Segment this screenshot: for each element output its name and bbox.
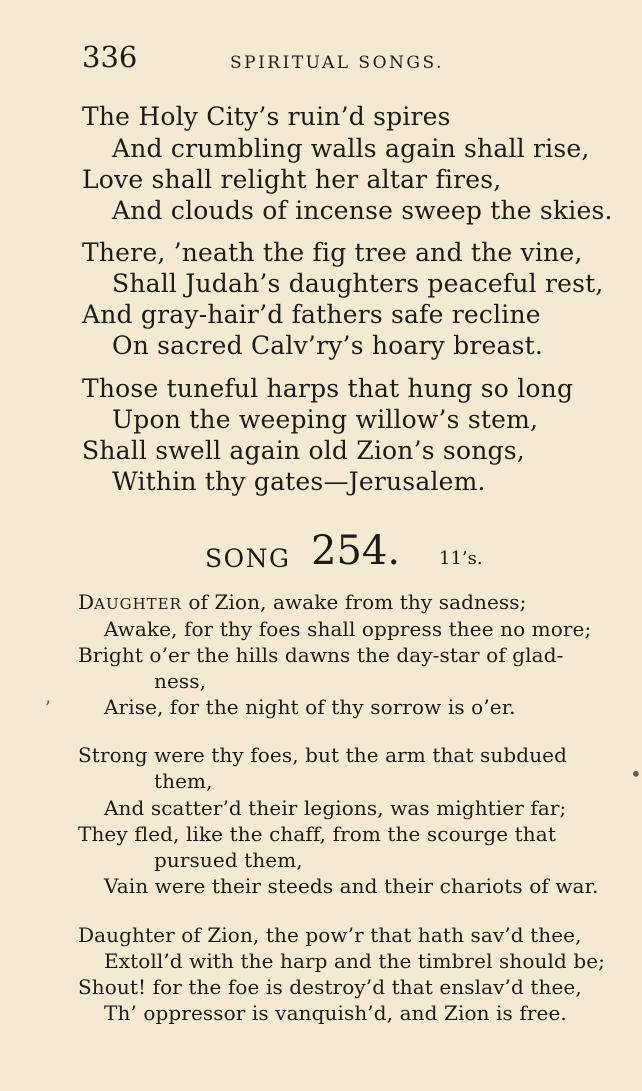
margin-mark: ʼ [44, 696, 51, 720]
verse-line: Daughter of Zion, the pow’r that hath sav’d thee, [78, 923, 582, 947]
page-header [82, 40, 640, 80]
verse-line: Within thy gates—Jerusalem. [112, 467, 486, 496]
verse-line: Shall Judah’s daughters peaceful rest, [112, 269, 604, 298]
verse-line: Strong were thy foes, but the arm that subdued [78, 743, 568, 767]
verse-line: And clouds of incense sweep the skies. [112, 196, 613, 225]
verse-line: And gray-hair’d fathers safe recline [82, 300, 541, 329]
verse-line: On sacred Calv’ry’s hoary breast. [112, 331, 544, 360]
verse-line: pursued them, [154, 848, 303, 872]
page-number: 336 [82, 40, 138, 74]
verse-line: Love shall relight her altar fires, [82, 165, 502, 194]
song-meter: 11’s. [439, 548, 483, 569]
verse-line: Shout! for the foe is destroy’d that enslav’d thee, [78, 975, 582, 999]
drop-initial: D [78, 590, 95, 614]
verse-line: Arise, for the night of thy sorrow is o’er. [104, 695, 516, 719]
verse-line: Awake, for thy foes shall oppress thee no more; [104, 617, 592, 641]
verse-line: And crumbling walls again shall rise, [112, 134, 590, 163]
verse-line: Extoll’d with the harp and the timbrel should be; [104, 949, 606, 973]
margin-dot: • [630, 762, 642, 786]
song-number: 254. [311, 528, 401, 574]
song-label: SONG [205, 544, 291, 573]
verse-line: Bright o’er the hills dawns the day-star of glad- [78, 643, 564, 667]
verse-line: Vain were their steeds and their chariots of war. [104, 874, 599, 898]
verse-line-first [78, 590, 526, 614]
verse-line: They fled, like the chaff, from the scourge that [78, 822, 556, 846]
verse-line: Upon the weeping willow’s stem, [112, 405, 539, 434]
verse-line: There, ’neath the fig tree and the vine, [82, 238, 583, 267]
verse-line: And scatter’d their legions, was mightier far; [104, 796, 567, 820]
verse-line: Shall swell again old Zion’s songs, [82, 436, 525, 465]
verse-line: ness, [154, 669, 207, 693]
verse-line: Th’ oppressor is vanquish’d, and Zion is free. [104, 1001, 567, 1025]
verse-line-rest: of Zion, awake from thy sadness; [181, 590, 527, 614]
small-caps-word: AUGHTER [94, 595, 182, 613]
song-heading [205, 528, 505, 584]
verse-line: them, [154, 769, 213, 793]
running-head: SPIRITUAL SONGS. [230, 53, 444, 73]
verse-line: The Holy City’s ruin’d spires [82, 102, 451, 131]
verse-line: Those tuneful harps that hung so long [82, 374, 574, 403]
